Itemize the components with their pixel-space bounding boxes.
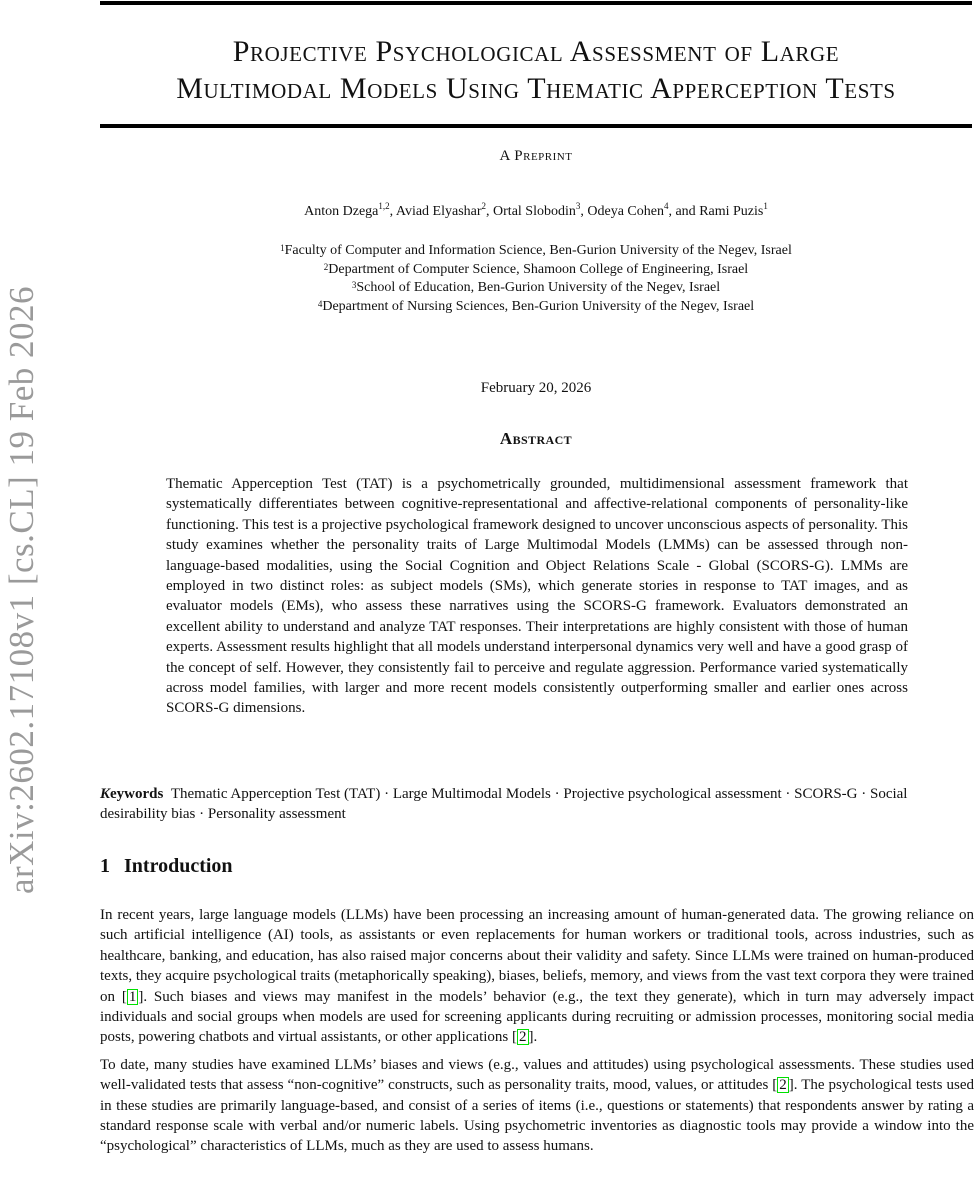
keywords-label-first: K xyxy=(100,786,111,802)
arxiv-stamp-text: arXiv:2602.17108v1 [cs.CL] 19 Feb 2026 xyxy=(2,285,42,895)
paper-title xyxy=(100,33,972,107)
author: Ortal Slobodin$^3$, xyxy=(493,201,588,219)
citation-link[interactable]: 2 xyxy=(519,1029,527,1046)
title-line-2: Multimodal Models Using Thematic Apperception Tests xyxy=(176,72,896,105)
affiliation: $^2$Department of Computer Science, Shamoon College of Engineering, Israel xyxy=(323,261,749,277)
citation-link[interactable]: 1 xyxy=(128,988,137,1005)
preprint-label: A Preprint xyxy=(499,148,573,164)
intro-paragraph-2: To date, many studies have examined LLMs’ biases and views (e.g., values and attitudes) using psychological assessments. These studies used well-validated tests that assess “non-cognitive” constructs, such as personality traits, mood, values, or attitudes [ 2 ]. The psychological tests used in these studies are primarily language-based, and consist of a series of items (i.e., questions or statements) that respondents answer by rating a standard response scale with verbal and/or numeric labels. Using psychometric inventories as diagnostic tools may provide a window into the “psychological” characteristics of LLMs, much as they are used to assess humans. xyxy=(100,1056,974,1155)
intro-paragraph-1: In recent years, large language models (LLMs) have been processing an increasing amount of human-generated data. The growing reliance on such artificial intelligence (AI) tools, as assistants or even replacements for human workers or traditional tools, across industries, such as healthcare, banking, and education, has also raised major concerns about their validity and safety. Since LLMs were trained on human-produced texts, they acquire psychological traits (metaphorically speaking), biases, beliefs, memory, and views from the vast text corpora they were trained on [ 1 ]. Such biases and views may manifest in the models’ behavior (e.g., the text they generate), which in turn may adversely impact individuals and social groups when models are used for screening applicants during recruiting or admission processes, monitoring social media posts, powering chatbots and virtual assistants, or other applications [ 2 ]. xyxy=(100,907,975,1046)
section-title: Introduction xyxy=(124,855,233,877)
publication-date: February 20, 2026 xyxy=(480,380,592,396)
keywords xyxy=(100,784,972,825)
title-line-1: Projective Psychological Assessment of Large xyxy=(232,35,840,68)
author: Odeya Cohen$^4$, and xyxy=(587,201,700,219)
affiliation-list xyxy=(100,242,972,316)
arxiv-stamp xyxy=(2,265,42,915)
abstract-heading: Abstract xyxy=(499,429,573,448)
affiliation: $^4$Department of Nursing Sciences, Ben-Gurion University of the Negev, Israel xyxy=(317,298,755,314)
author: Aviad Elyashar$^2$, xyxy=(395,201,494,219)
title-rule-bottom xyxy=(100,124,972,128)
title-rule-top xyxy=(100,1,972,5)
section-number: 1 xyxy=(100,855,110,877)
author: Rami Puzis$^1$ xyxy=(699,201,768,219)
citation-link[interactable]: 2 xyxy=(779,1077,787,1094)
affiliation: $^3$School of Education, Ben-Gurion University of the Negev, Israel xyxy=(351,280,721,295)
keywords-label-rest: eywords xyxy=(110,786,164,802)
author-list xyxy=(100,201,972,220)
introduction-body xyxy=(100,905,974,1164)
abstract-text: Thematic Apperception Test (TAT) is a psychometrically grounded, multidimensional assessment framework that systematically differentiates between cognitive-representational and affective-relational components of personality-like functioning. This test is a projective psychological framework designed to uncover unconscious aspects of personality. This study examines whether the personality traits of Large Multimodal Models (LMMs) can be assessed through non-language-based modalities, using the Social Cognition and Object Relations Scale - Global (SCORS-G). LMMs are employed in two distinct roles: as subject models (SMs), which generate stories in response to TAT images, and as evaluator models (EMs), who assess these narratives using the SCORS-G framework. Evaluators demonstrated an excellent ability to understand and analyze TAT responses. Their interpretations are highly consistent with those of human experts. Assessment results highlight that all models understand interpersonal dynamics very well and have a good grasp of the concept of self. However, they consistently fail to perceive and regulate aggression. Performance varied systematically across model families, with larger and more recent models consistently outperforming smaller and earlier ones across SCORS-G dimensions. xyxy=(166,476,908,717)
author: Anton Dzega$^{1,2}$, xyxy=(304,201,396,219)
keywords-text: Thematic Apperception Test (TAT) · Large Multimodal Models · Projective psychological assessment · SCORS-G · Social desirability bias · Personality assessment xyxy=(100,786,908,823)
section-heading-introduction xyxy=(100,855,233,878)
affiliation: $^1$Faculty of Computer and Information Science, Ben-Gurion University of the Negev, Israel xyxy=(280,243,792,258)
